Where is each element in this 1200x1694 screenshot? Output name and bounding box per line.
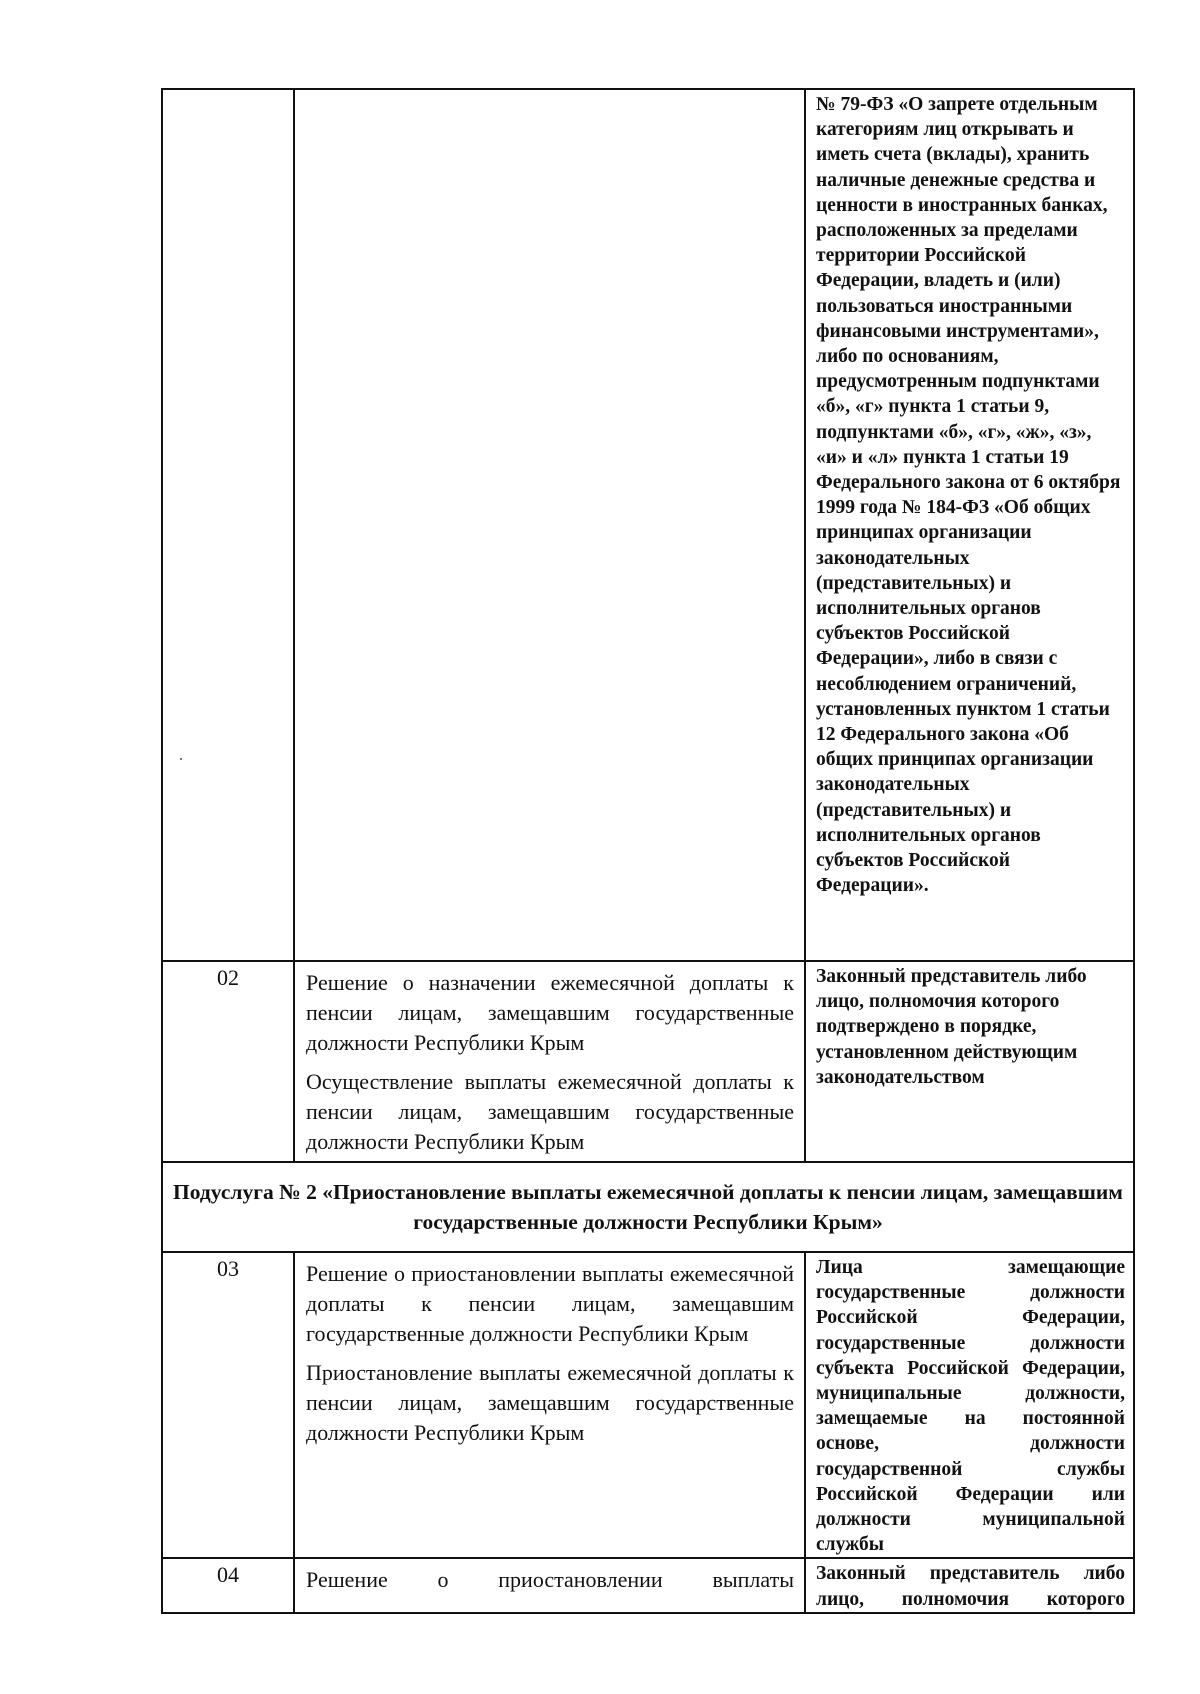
- action-text: Приостановление выплаты ежемесячной доплаты к пенсии лицам, замещавшим государственные должности Республики Крым: [306, 1360, 794, 1445]
- applicant-text: Законный представитель либо лицо, полномочия которого подтверждено в порядке, установленном действующим законодательством: [816, 966, 1087, 1088]
- result-text: Решение о приостановлении выплаты: [306, 1567, 794, 1593]
- table-row-04: [162, 1558, 1134, 1612]
- table-row-02: [162, 961, 1134, 1162]
- row-number: 03: [162, 1252, 294, 1558]
- applicant-cell: [805, 961, 1134, 1162]
- applicant-text: № 79-ФЗ «О запрете отдельным категориям лиц открывать и иметь счета (вклады), хранить наличные денежные средства и ценности в иностранных банках, расположенных за пределами территории Российской Федерации, владеть и (или) пользоваться иностранными финансовыми инструментами», либо по основаниям, предусмотренным подпунктами «б», «г» пункта 1 статьи 9, подпунктами «б», «г», «ж», «з», «и» и «л» пункта 1 статьи 19 Федерального закона от 6 октября 1999 года № 184-ФЗ «Об общих принципах организации законодательных (представительных) и исполнительных органов субъектов Российской Федерации», либо в связи с несоблюдением ограничений, установленных пунктом 1 статьи 12 Федерального закона «Об общих принципах организации законодательных (представительных) и исполнительных органов субъектов Российской Федерации».: [816, 94, 1121, 897]
- row-number: 02: [162, 961, 294, 1162]
- result-text: Решение о приостановлении выплаты ежемесячной доплаты к пенсии лицам, замещавшим государственные должности Республики Крым: [306, 1261, 794, 1346]
- table-row-03: [162, 1252, 1134, 1558]
- result-cell: [294, 961, 805, 1162]
- applicant-text: Лица замещающие государственные должности Российской Федерации, государственные должности субъекта Российской Федерации, муниципальные должности, замещаемые на постоянной основе, должности государственной службы Российской Федерации или должности муниципальной службы: [816, 1257, 1125, 1556]
- result-text: Решение о назначении ежемесячной доплаты к пенсии лицам, замещавшим государственные должности Республики Крым: [306, 970, 794, 1055]
- section-heading-row: [162, 1162, 1134, 1252]
- row-number: 04: [162, 1558, 294, 1612]
- number-cell: [162, 89, 294, 961]
- applicant-cell: [805, 89, 1134, 961]
- applicant-cell: [805, 1252, 1134, 1558]
- table-row-continuation: [162, 89, 1134, 961]
- subservice-2-heading: Подуслуга № 2 «Приостановление выплаты ежемесячной доплаты к пенсии лицам, замещавшим государственные должности Республики Крым»: [162, 1162, 1134, 1252]
- result-cell: [294, 1558, 805, 1612]
- result-cell: [294, 1252, 805, 1558]
- action-text: Осуществление выплаты ежемесячной доплаты к пенсии лицам, замещавшим государственные должности Республики Крым: [306, 1069, 794, 1154]
- services-table: [161, 88, 1135, 1614]
- applicant-cell: [805, 1558, 1134, 1612]
- applicant-text: Законный представитель либо лицо, полномочия которого: [816, 1563, 1125, 1610]
- result-cell: [294, 89, 805, 961]
- scan-speck: [180, 758, 182, 760]
